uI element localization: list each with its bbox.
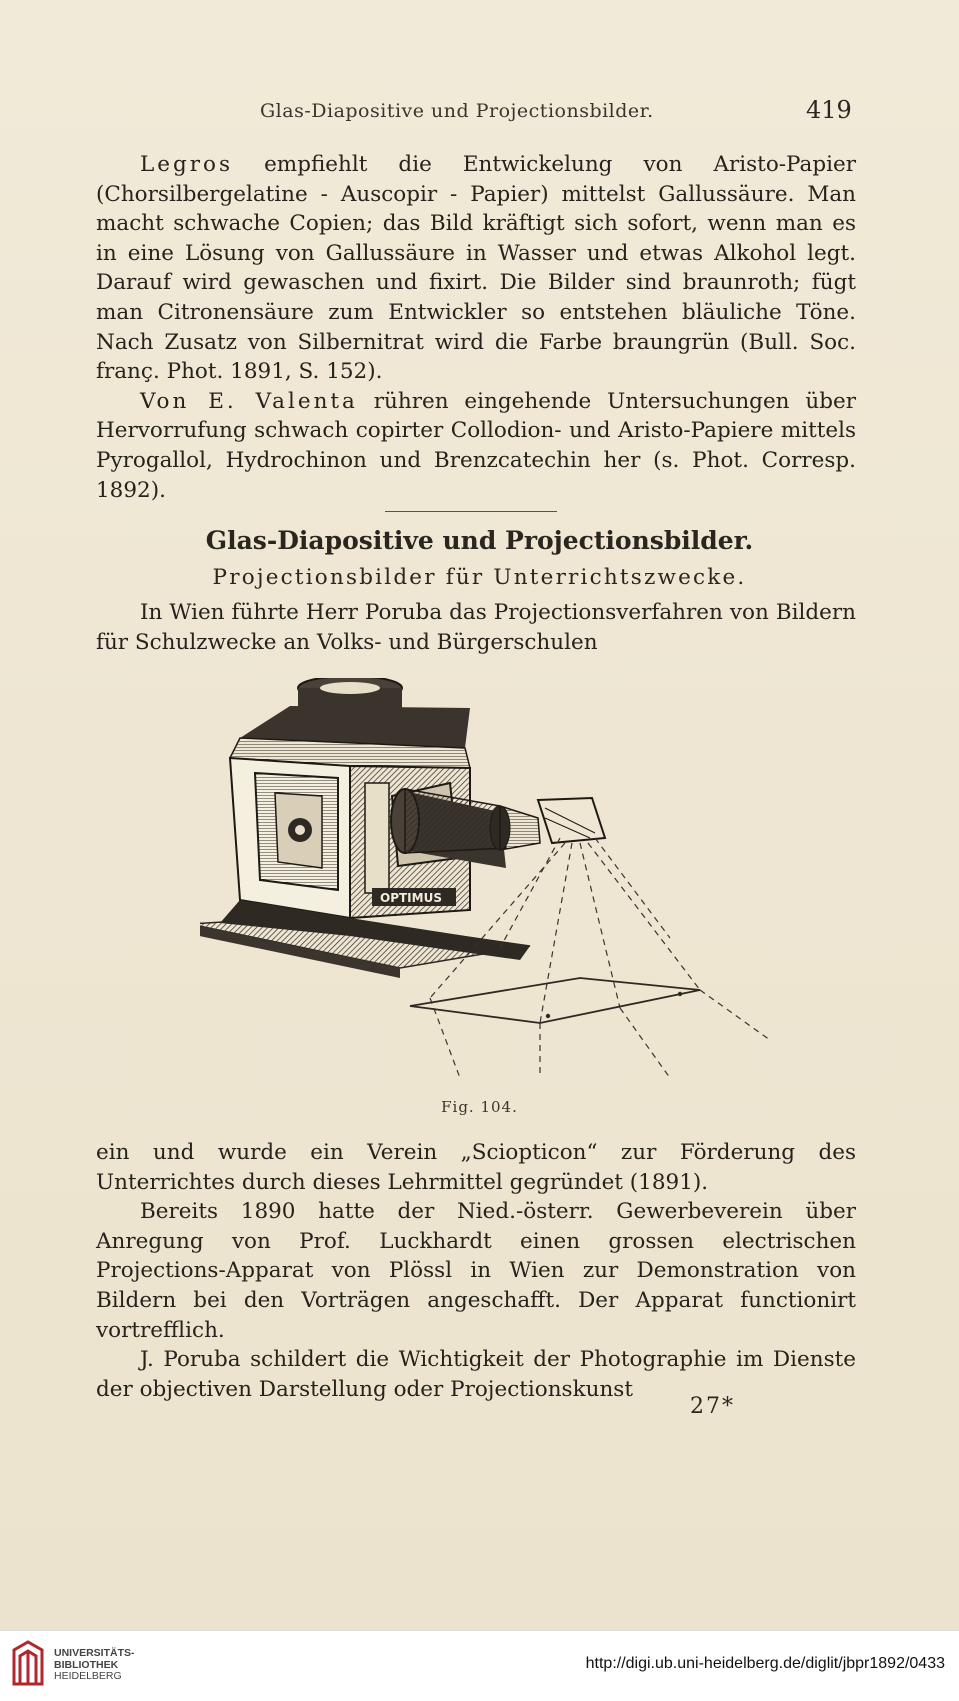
author-name: Legros — [140, 152, 234, 177]
logo-line: BIBLIOTHEK — [54, 1658, 119, 1671]
library-logo-icon — [10, 1640, 46, 1690]
section-divider — [385, 511, 557, 512]
section-title: Glas-Diapositive und Projectionsbilder. — [205, 526, 754, 555]
page-number: 419 — [806, 96, 852, 124]
paragraph-sciopticon: ein und wurde ein Verein „Sciopticon“ zur Förderung des Unterrichtes durch dieses Lehrmittel gegründet (1891). — [96, 1140, 856, 1195]
paragraph-legros — [96, 150, 856, 387]
logo-line: HEIDELBERG — [54, 1670, 122, 1682]
author-name: Von E. Valenta — [140, 388, 358, 414]
logo-line: UNIVERSITÄTS- — [54, 1647, 135, 1659]
paragraph-gewerbeverein: Bereits 1890 hatte der Nied.-österr. Gewerbeverein über Anregung von Prof. Luckhardt einen grossen electrischen Projections-Apparat von Plössl in Wien zur Demonstration von Bildern bei den Vorträgen angeschafft. Der Apparat functionirt vortrefflich. — [96, 1199, 856, 1343]
library-logo-text — [54, 1648, 135, 1683]
top-text-block — [96, 150, 856, 505]
paragraph-intro: In Wien führte Herr Poruba das Projectionsverfahren von Bildern für Schulzwecke an Volks- und Bürgerschulen — [96, 600, 856, 655]
magic-lantern-illustration — [200, 678, 780, 1078]
paragraph-poruba: J. Poruba schildert die Wichtigkeit der Photographie im Dienste der objectiven Darstellung oder Projectionskunst — [96, 1347, 856, 1402]
signature-mark: 27* — [690, 1394, 735, 1419]
viewer-footer — [0, 1630, 959, 1701]
section-subtitle: Projectionsbilder für Unterrichtszwecke. — [212, 565, 747, 590]
paragraph-text: rühren eingehende Untersuchungen über Hervorrufung schwach copirter Collodion- und Aristo-Papiere mittels Pyrogallol, Hydrochinon und Brenzcatechin her (s. Phot. Corresp. 1892). — [96, 388, 856, 503]
page-header — [0, 96, 959, 126]
figure-caption: Fig. 104. — [441, 1098, 518, 1116]
projector-figure — [200, 678, 780, 1078]
paragraph-text: empfiehlt die Entwickelung von Aristo-Papier (Chorsilbergelatine - Auscopir - Papier) mittelst Gallussäure. Man macht schwache Copien; das Bild kräftigt sich sofort, wenn man es in eine Lösung von Gallussäure in Wasser und etwas Alkohol legt. Darauf wird gewaschen und fixirt. Die Bilder sind braunroth; fügt man Citronensäure zum Entwickler so entstehen bläuliche Töne. Nach Zusatz von Silbernitrat wird die Farbe braungrün (Bull. Soc. franç. Phot. 1891, S. 152). — [96, 152, 856, 385]
brand-plate-label: OPTIMUS — [380, 891, 442, 905]
intro-text-block — [96, 598, 856, 657]
bottom-text-block — [96, 1138, 856, 1404]
running-head: Glas-Diapositive und Projectionsbilder. — [260, 100, 654, 122]
permalink-url[interactable]: http://digi.ub.uni-heidelberg.de/diglit/jbpr1892/0433 — [585, 1655, 945, 1672]
paragraph-valenta — [96, 387, 856, 505]
